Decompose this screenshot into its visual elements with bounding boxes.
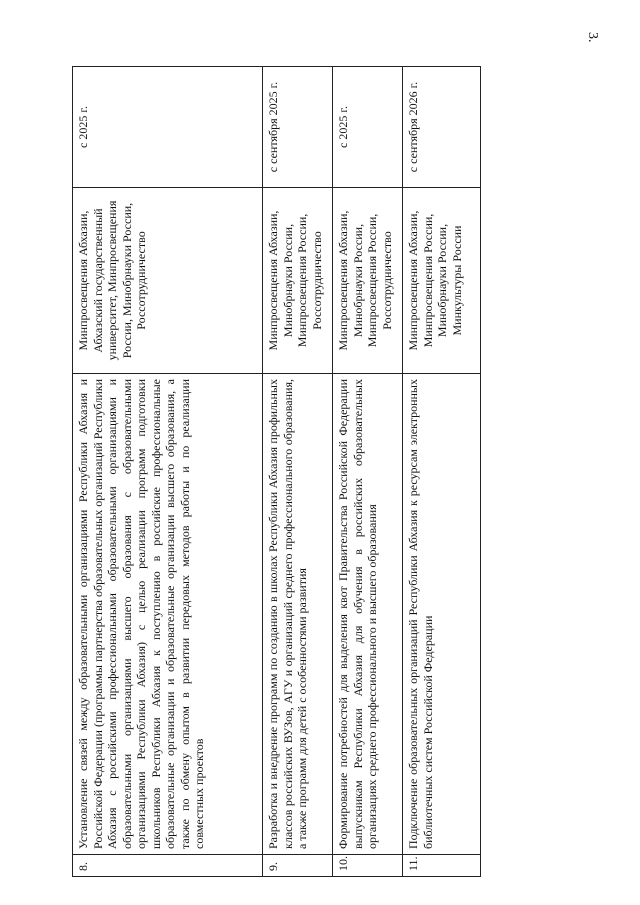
row-term: с сентября 2025 г. [263, 67, 333, 188]
row-number: 10. [333, 855, 403, 877]
row-number: 8. [73, 855, 263, 877]
row-responsible: Минпросвещения Абхазии, Минобрнауки России, Минпросвещения России, Россотрудничество [263, 188, 333, 374]
row-term: с 2025 г. [73, 67, 263, 188]
table-row [263, 67, 333, 877]
rotated-page [22, 0, 630, 880]
row-responsible: Минпросвещения Абхазии, Минобрнауки России, Минпросвещения России, Россотрудничество [333, 188, 403, 374]
row-responsible: Минпросвещения Абхазии, Абхазский государственный университет, Минпросвещения России, Минобрнауки России, Россотрудничество [73, 188, 263, 374]
row-term: с 2025 г. [333, 67, 403, 188]
page-number: 3. [585, 32, 600, 43]
table-row [333, 67, 403, 877]
row-number: 11. [403, 855, 481, 877]
row-number: 9. [263, 855, 333, 877]
table-row [73, 67, 263, 877]
measures-table [72, 66, 481, 877]
table-row [403, 67, 481, 877]
row-description: Подключение образовательных организаций Республики Абхазия к ресурсам электронных библиотечных систем Российской Федерации [403, 374, 481, 855]
row-responsible: Минпросвещения Абхазии, Минпросвещения России, Минобрнауки России, Минкультуры России [403, 188, 481, 374]
row-term: с сентября 2026 г. [403, 67, 481, 188]
row-description: Формирование потребностей для выделения квот Правительства Российской Федерации выпускникам Республики Абхазия для обучения в российских образовательных организациях среднего профессионального и высшего образования [333, 374, 403, 855]
row-description: Разработка и внедрение программ по созданию в школах Республики Абхазия профильных классов российских ВУЗов, АГУ и организаций среднего профессионального образования, а также программ для детей с особенностями развития [263, 374, 333, 855]
row-description: Установление связей между образовательными организациями Республики Абхазия и Российской Федерации (программы партнерства образовательных организаций Республики Абхазия с российскими профессиональными образовательными организациями и образовательными организациями высшего образования с образовательными организациями Республики Абхазия) с целью реализации программ подготовки школьников Республики Абхазия к поступлению в российские профессиональные образовательные организации и образовательные организации высшего образования, а также по обмену опытом в развитии передовых методов работы и по реализации совместных проектов [73, 374, 263, 855]
